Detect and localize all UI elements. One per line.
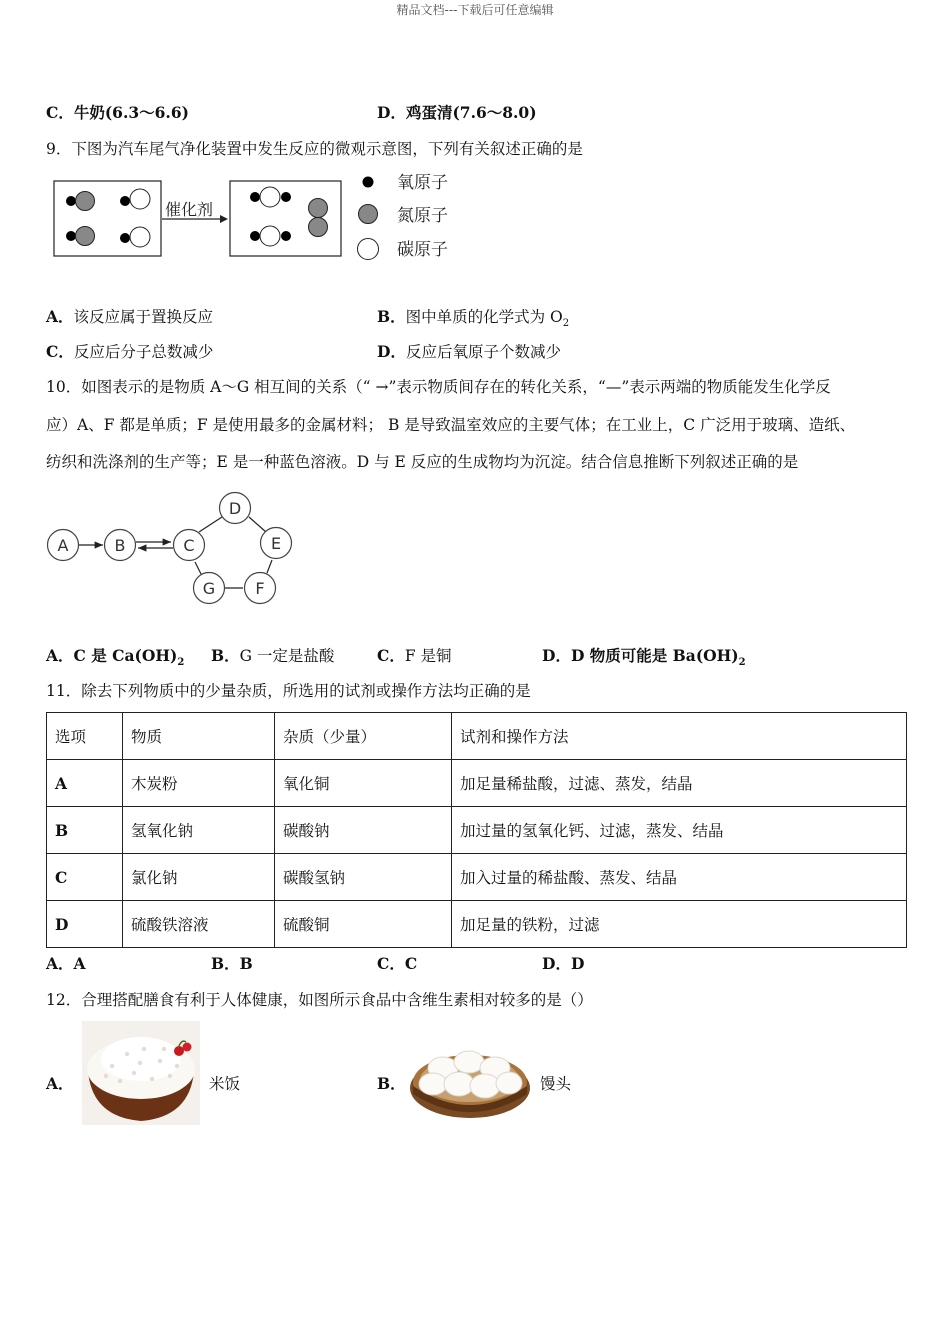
svg-text:B: B: [114, 536, 126, 555]
table-cell: 加足量的铁粉，过滤: [452, 901, 907, 948]
oxygen-atom: [250, 231, 260, 241]
oxygen-atom: [281, 192, 291, 202]
legend-oxygen-icon: [363, 177, 374, 188]
table-cell: 木炭粉: [123, 760, 275, 807]
q11-option-d[interactable]: D．D: [542, 954, 585, 973]
table-cell: B: [47, 807, 123, 854]
q12-option-b-label[interactable]: B．: [377, 1074, 406, 1093]
node-b: [105, 530, 136, 561]
legend-nitrogen-label: 氮原子: [397, 206, 448, 226]
steamed-buns-image: [407, 1038, 533, 1122]
table-cell: 氢氧化钠: [123, 807, 275, 854]
oxygen-atom: [66, 196, 76, 206]
table-header-cell: 试剂和操作方法: [452, 713, 907, 760]
q10-option-a[interactable]: A．C 是 $Ca(OH)_2$: [46, 646, 185, 669]
q10-option-c[interactable]: C．F 是铜: [377, 646, 452, 665]
table-cell: 碳酸钠: [275, 807, 452, 854]
q9-option-a[interactable]: A．该反应属于置换反应: [46, 307, 214, 326]
nitrogen-atom: [76, 192, 95, 211]
svg-text:F: F: [255, 579, 265, 598]
q12-option-a-label[interactable]: A．: [46, 1074, 74, 1093]
q9-reaction-diagram: [50, 166, 470, 266]
node-c: [174, 530, 205, 561]
table-row: [47, 854, 907, 901]
table-cell: 加足量稀盐酸，过滤、蒸发，结晶: [452, 760, 907, 807]
svg-text:E: E: [270, 534, 282, 553]
carbon-atom: [130, 227, 150, 247]
q11-table: [46, 712, 907, 948]
table-cell: D: [47, 901, 123, 948]
q12-option-b-text[interactable]: 馒头: [540, 1075, 572, 1093]
rice-bowl-image: [82, 1021, 200, 1125]
svg-text:A: A: [57, 536, 69, 555]
q8-option-d[interactable]: D．鸡蛋清(7.6～8.0): [377, 103, 537, 122]
table-cell: 氧化铜: [275, 760, 452, 807]
table-cell: 加入过量的稀盐酸、蒸发、结晶: [452, 854, 907, 901]
legend-carbon-label: 碳原子: [397, 240, 448, 260]
table-header-cell: 物质: [123, 713, 275, 760]
carbon-atom: [260, 226, 280, 246]
table-header-cell: 杂质（少量）: [275, 713, 452, 760]
table-cell: 硫酸铜: [275, 901, 452, 948]
q10-option-b[interactable]: B．G 一定是盐酸: [211, 646, 335, 665]
svg-text:G: G: [202, 579, 216, 598]
q10-stem-line-2: 应）A、F 都是单质；F 是使用最多的金属材料； B 是导致温室效应的主要气体；在工业上，C 广泛用于玻璃、造纸、: [46, 416, 856, 434]
table-header-row: [47, 713, 907, 760]
catalyst-label: 催化剂: [165, 200, 214, 219]
q12-stem: 12．合理搭配膳食有利于人体健康，如图所示食品中含维生素相对较多的是（）: [46, 991, 593, 1009]
svg-text:C: C: [183, 536, 195, 555]
oxygen-atom: [250, 192, 260, 202]
table-cell: 碳酸氢钠: [275, 854, 452, 901]
node-f: [245, 573, 276, 604]
q8-option-c[interactable]: C．牛奶(6.3～6.6): [46, 103, 189, 122]
q11-stem: 11．除去下列物质中的少量杂质，所选用的试剂或操作方法均正确的是: [46, 682, 531, 700]
table-row: [47, 807, 907, 854]
node-d: [220, 493, 251, 524]
q11-option-c[interactable]: C．C: [377, 954, 418, 973]
q10-relation-diagram: [42, 490, 302, 610]
table-cell: C: [47, 854, 123, 901]
nitrogen-atom: [76, 227, 95, 246]
svg-text:D: D: [228, 499, 242, 518]
node-a: [48, 530, 79, 561]
table-cell: 加过量的氢氧化钙、过滤，蒸发、结晶: [452, 807, 907, 854]
table-cell: 氯化钠: [123, 854, 275, 901]
q9-option-b[interactable]: B．图中单质的化学式为 $O_2$: [377, 307, 570, 330]
q11-option-a[interactable]: A．A: [46, 954, 86, 973]
q10-stem-line-1: 10．如图表示的是物质 A～G 相互间的关系（“ →”表示物质间存在的转化关系，“—”表示两端的物质能发生化学反: [46, 378, 831, 396]
oxygen-atom: [120, 233, 130, 243]
table-row: [47, 760, 907, 807]
legend-carbon-icon: [358, 239, 379, 260]
q10-option-d[interactable]: D．D 物质可能是 $Ba(OH)_2$: [542, 646, 746, 669]
carbon-atom: [260, 187, 280, 207]
q12-option-a-text[interactable]: 米饭: [209, 1075, 241, 1093]
nitrogen-atom: [309, 218, 328, 237]
page-header: 精品文档---下载后可任意编辑: [396, 3, 554, 17]
oxygen-atom: [66, 231, 76, 241]
q9-option-c[interactable]: C．反应后分子总数减少: [46, 342, 214, 361]
oxygen-atom: [281, 231, 291, 241]
carbon-atom: [130, 189, 150, 209]
nitrogen-atom: [309, 199, 328, 218]
legend-oxygen-label: 氧原子: [397, 173, 448, 193]
table-header-cell: 选项: [47, 713, 123, 760]
oxygen-atom: [120, 196, 130, 206]
table-row: [47, 901, 907, 948]
node-g: [194, 573, 225, 604]
legend-nitrogen-icon: [359, 205, 378, 224]
q11-option-b[interactable]: B．B: [211, 954, 253, 973]
q9-stem: 9．下图为汽车尾气净化装置中发生反应的微观示意图，下列有关叙述正确的是: [46, 140, 583, 158]
table-cell: 硫酸铁溶液: [123, 901, 275, 948]
table-cell: A: [47, 760, 123, 807]
node-e: [261, 528, 292, 559]
q9-option-d[interactable]: D．反应后氧原子个数减少: [377, 342, 561, 361]
q10-stem-line-3: 纺织和洗涤剂的生产等；E 是一种蓝色溶液。D 与 E 反应的生成物均为沉淀。结合信息推断下列叙述正确的是: [46, 453, 799, 471]
